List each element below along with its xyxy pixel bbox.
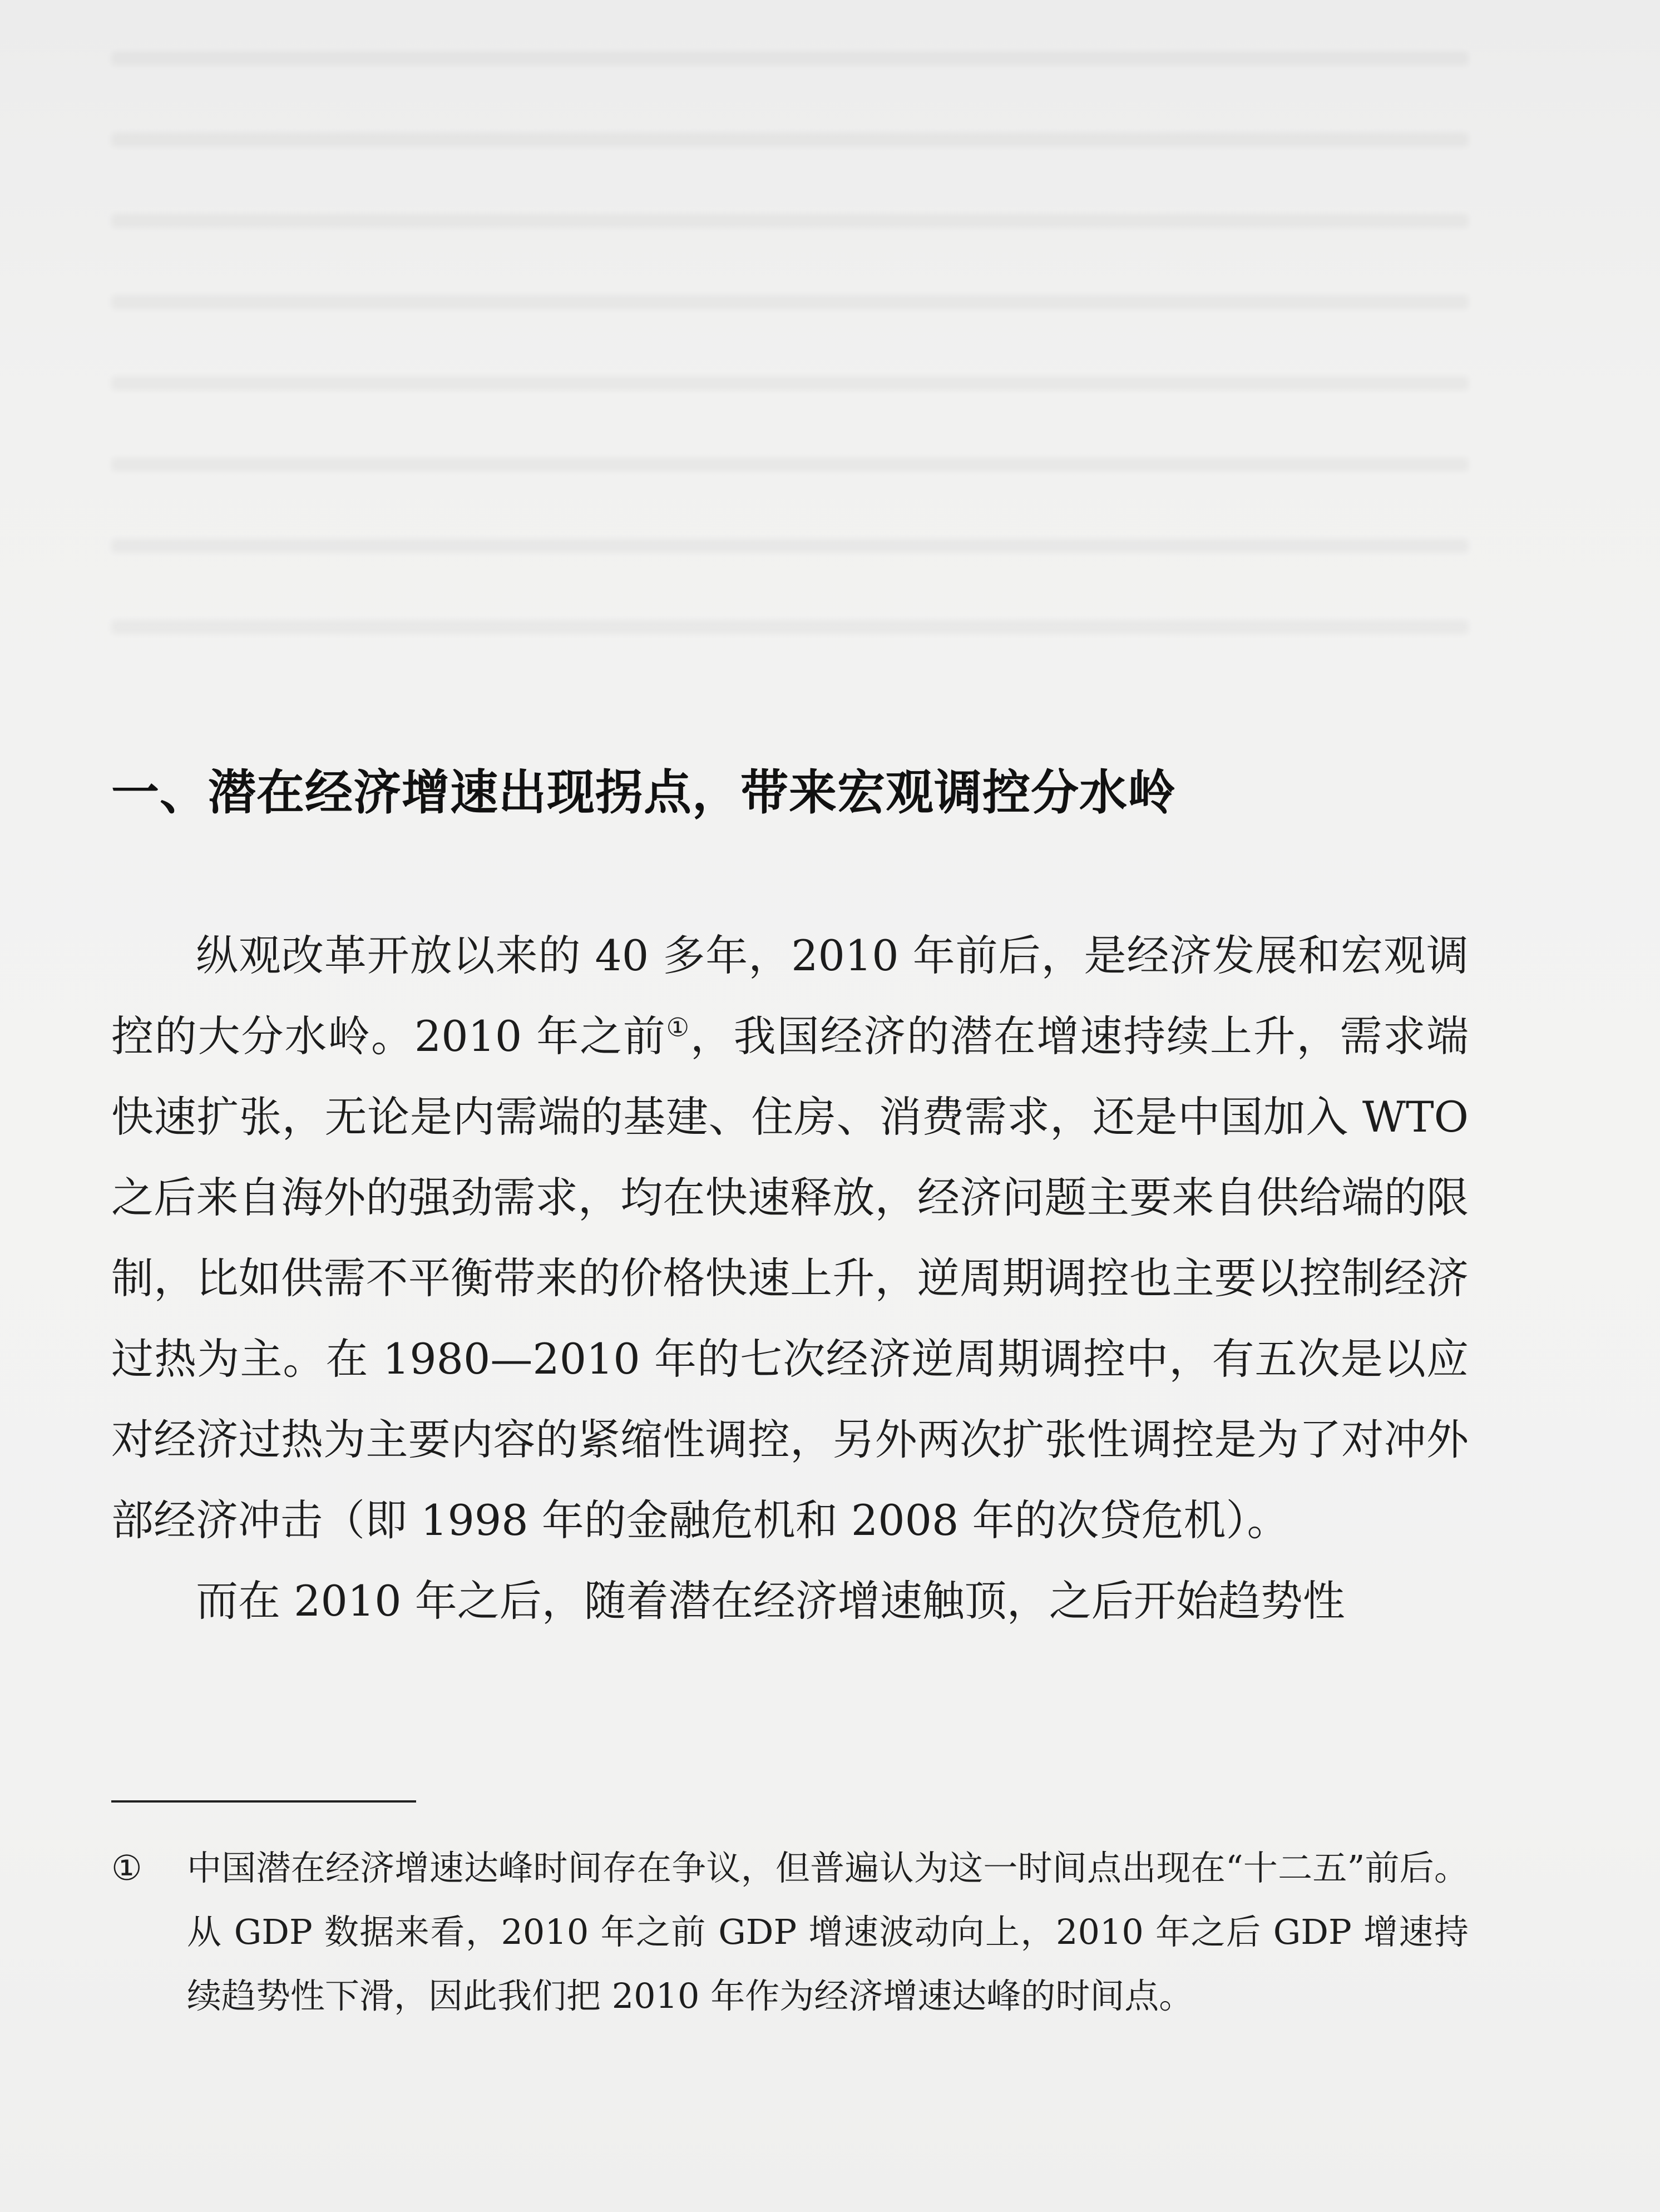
section-heading: 一、潜在经济增速出现拐点，带来宏观调控分水岭 [111,765,1176,821]
bleed-through-background [111,0,1469,640]
paragraph-1-part-a: 纵观改革开放以来的 40 多年，2010 年前后，是经济发展和宏观调控的大分水岭。2010 年之前 [111,931,1469,1061]
footnote-reference[interactable]: ① [666,1012,690,1043]
body-text [111,915,1469,1641]
paragraph-1-part-b: ，我国经济的潜在增速持续上升，需求端快速扩张，无论是内需端的基建、住房、消费需求，还是中国加入 WTO 之后来自海外的强劲需求，均在快速释放，经济问题主要来自供给端的限制，比如供需不平衡带来的价格快速上升，逆周期调控也主要以控制经济过热为主。在 1980—2010 年的七次经济逆周期调控中，有五次是以应对经济过热为主要内容的紧缩性调控，另外两次扩张性调控是为了对冲外部经济冲击（即 1998 年的金融危机和 2008 年的次贷危机）。 [111,1011,1469,1545]
footnote [111,1836,1469,2028]
paragraph-1 [111,915,1469,1561]
footnote-text: 中国潜在经济增速达峰时间存在争议，但普遍认为这一时间点出现在“十二五”前后。从 GDP 数据来看，2010 年之前 GDP 增速波动向上，2010 年之后 GDP 增速持续趋势性下滑，因此我们把 2010 年作为经济增速达峰的时间点。 [187,1848,1469,2016]
paragraph-2: 而在 2010 年之后，随着潜在经济增速触顶，之后开始趋势性 [196,1576,1345,1626]
footnote-marker: ① [111,1848,142,1888]
footnote-divider [111,1800,416,1803]
